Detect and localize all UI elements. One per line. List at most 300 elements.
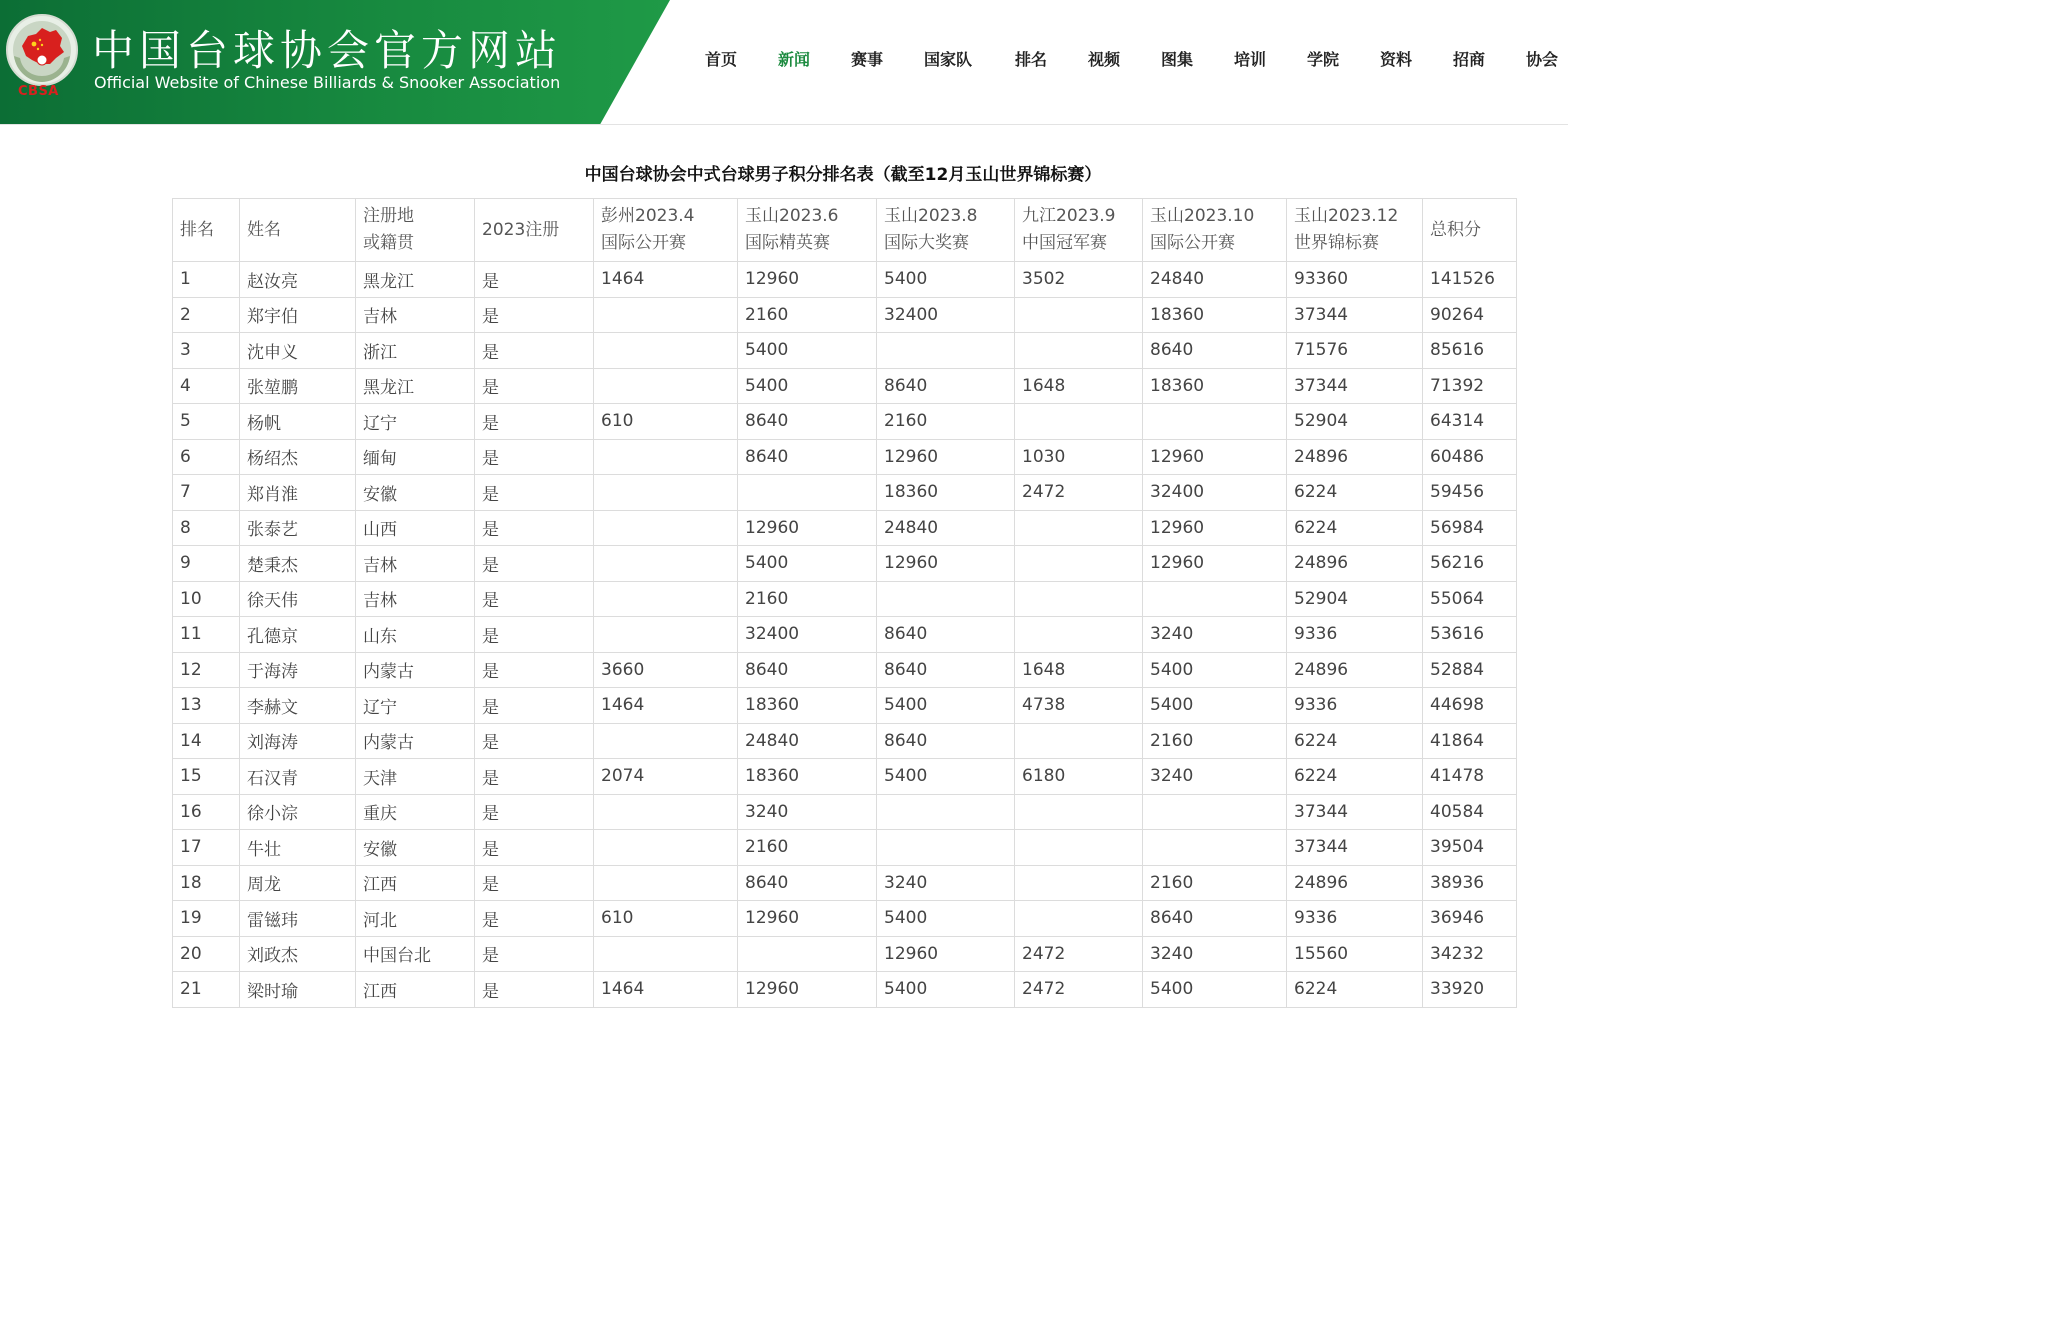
cell-yushan-2023-8: 18360 [877,475,1015,511]
table-row [173,546,1517,582]
column-header-yushan-2023-8 [877,199,1015,262]
cell-name: 杨帆 [240,404,356,440]
cell-yushan-2023-8: 8640 [877,652,1015,688]
column-header-registered-2023 [475,199,594,262]
cell-region: 内蒙古 [356,723,475,759]
cell-region: 吉林 [356,297,475,333]
cell-region: 缅甸 [356,439,475,475]
cell-total-points: 39504 [1423,830,1517,866]
cell-yushan-2023-10: 2160 [1143,723,1287,759]
cell-registered-2023: 是 [475,865,594,901]
cell-registered-2023: 是 [475,333,594,369]
cell-pengzhou-2023-4: 3660 [594,652,738,688]
cell-yushan-2023-10 [1143,794,1287,830]
cell-jiujiang-2023-9 [1015,404,1143,440]
cell-pengzhou-2023-4 [594,936,738,972]
cell-yushan-2023-8 [877,830,1015,866]
cell-region: 河北 [356,901,475,937]
cell-yushan-2023-12: 37344 [1287,830,1423,866]
table-row [173,262,1517,298]
cell-total-points: 55064 [1423,581,1517,617]
cell-yushan-2023-6: 8640 [738,865,877,901]
column-header-text: 国际精英赛 [745,233,830,253]
table-row [173,688,1517,724]
cell-jiujiang-2023-9: 2472 [1015,475,1143,511]
table-row [173,510,1517,546]
cell-yushan-2023-6: 18360 [738,688,877,724]
cell-pengzhou-2023-4: 1464 [594,262,738,298]
cell-pengzhou-2023-4 [594,297,738,333]
cell-yushan-2023-6: 2160 [738,297,877,333]
cell-region: 辽宁 [356,404,475,440]
cell-total-points: 41864 [1423,723,1517,759]
cell-yushan-2023-10: 5400 [1143,972,1287,1008]
cell-yushan-2023-10: 3240 [1143,936,1287,972]
cell-region: 安徽 [356,830,475,866]
cell-rank: 13 [173,688,240,724]
cell-jiujiang-2023-9 [1015,581,1143,617]
table-header-row [173,199,1517,262]
column-header-text: 玉山2023.8 [884,206,978,226]
cell-yushan-2023-8: 5400 [877,262,1015,298]
cell-yushan-2023-10: 8640 [1143,333,1287,369]
cell-pengzhou-2023-4 [594,617,738,653]
cell-yushan-2023-8: 8640 [877,723,1015,759]
cell-jiujiang-2023-9 [1015,333,1143,369]
column-header-text: 国际大奖赛 [884,233,969,253]
nav-item-sponsorship[interactable]: 招商 [1453,50,1486,69]
cell-yushan-2023-6: 12960 [738,972,877,1008]
cell-registered-2023: 是 [475,688,594,724]
cell-registered-2023: 是 [475,581,594,617]
site-subtitle: Official Website of Chinese Billiards & Snooker Association [94,73,561,92]
site-header [0,0,1568,125]
cell-yushan-2023-12: 24896 [1287,865,1423,901]
cell-yushan-2023-8 [877,581,1015,617]
cell-yushan-2023-10: 8640 [1143,901,1287,937]
cell-yushan-2023-6 [738,936,877,972]
cell-jiujiang-2023-9: 2472 [1015,936,1143,972]
column-header-total-points [1423,199,1517,262]
cell-region: 山西 [356,510,475,546]
column-header-rank [173,199,240,262]
cell-yushan-2023-8 [877,333,1015,369]
nav-item-resources[interactable]: 资料 [1380,50,1413,69]
cell-yushan-2023-10: 24840 [1143,262,1287,298]
cell-yushan-2023-10 [1143,581,1287,617]
column-header-pengzhou-2023-4 [594,199,738,262]
cell-jiujiang-2023-9 [1015,901,1143,937]
cell-rank: 8 [173,510,240,546]
cell-yushan-2023-12: 24896 [1287,546,1423,582]
cell-total-points: 64314 [1423,404,1517,440]
cell-region: 吉林 [356,546,475,582]
cell-rank: 19 [173,901,240,937]
cell-yushan-2023-6: 2160 [738,830,877,866]
cell-region: 安徽 [356,475,475,511]
cell-yushan-2023-12: 15560 [1287,936,1423,972]
cell-yushan-2023-10: 12960 [1143,439,1287,475]
nav-item-rankings[interactable]: 排名 [1015,50,1048,69]
cell-yushan-2023-8: 12960 [877,439,1015,475]
cell-yushan-2023-8: 2160 [877,404,1015,440]
column-header-text: 世界锦标赛 [1294,233,1379,253]
table-row [173,794,1517,830]
table-row [173,333,1517,369]
cell-registered-2023: 是 [475,510,594,546]
cell-name: 刘政杰 [240,936,356,972]
cell-registered-2023: 是 [475,652,594,688]
cell-yushan-2023-12: 6224 [1287,759,1423,795]
nav-item-home[interactable]: 首页 [705,50,738,69]
cell-yushan-2023-12: 9336 [1287,901,1423,937]
nav-item-association[interactable]: 协会 [1526,50,1559,69]
cell-pengzhou-2023-4: 610 [594,404,738,440]
cell-rank: 15 [173,759,240,795]
cell-yushan-2023-10: 32400 [1143,475,1287,511]
table-row [173,617,1517,653]
cell-pengzhou-2023-4: 2074 [594,759,738,795]
column-header-region [356,199,475,262]
cell-jiujiang-2023-9: 4738 [1015,688,1143,724]
column-header-text: 总积分 [1430,219,1481,240]
column-header-jiujiang-2023-9 [1015,199,1143,262]
cell-total-points: 56984 [1423,510,1517,546]
cell-pengzhou-2023-4 [594,581,738,617]
column-header-yushan-2023-12 [1287,199,1423,262]
cell-yushan-2023-8: 8640 [877,617,1015,653]
cell-yushan-2023-10: 3240 [1143,759,1287,795]
cell-pengzhou-2023-4: 1464 [594,972,738,1008]
cell-yushan-2023-8: 5400 [877,901,1015,937]
nav-item-training[interactable]: 培训 [1234,50,1267,69]
cell-yushan-2023-12: 52904 [1287,404,1423,440]
cell-rank: 21 [173,972,240,1008]
cell-name: 赵汝亮 [240,262,356,298]
cell-total-points: 33920 [1423,972,1517,1008]
cell-rank: 11 [173,617,240,653]
nav-item-academy[interactable]: 学院 [1307,50,1340,69]
cell-total-points: 52884 [1423,652,1517,688]
cell-registered-2023: 是 [475,794,594,830]
cell-rank: 9 [173,546,240,582]
cell-registered-2023: 是 [475,368,594,404]
cell-rank: 17 [173,830,240,866]
cell-jiujiang-2023-9 [1015,546,1143,582]
column-header-text: 排名 [180,219,214,240]
cell-yushan-2023-12: 24896 [1287,652,1423,688]
cell-total-points: 59456 [1423,475,1517,511]
cell-rank: 7 [173,475,240,511]
cell-name: 张泰艺 [240,510,356,546]
cell-registered-2023: 是 [475,262,594,298]
column-header-text: 九江2023.9 [1022,206,1116,226]
table-header [173,199,1517,262]
column-header-text: 彭州2023.4 [601,206,695,226]
table-row [173,723,1517,759]
cell-name: 张堃鹏 [240,368,356,404]
cell-jiujiang-2023-9 [1015,510,1143,546]
cell-total-points: 71392 [1423,368,1517,404]
cell-jiujiang-2023-9: 1030 [1015,439,1143,475]
cell-yushan-2023-8 [877,794,1015,830]
column-header-text: 玉山2023.12 [1294,206,1399,226]
cell-rank: 10 [173,581,240,617]
column-header-name [240,199,356,262]
cell-registered-2023: 是 [475,759,594,795]
cell-yushan-2023-12: 71576 [1287,333,1423,369]
cell-pengzhou-2023-4 [594,830,738,866]
cell-name: 刘海涛 [240,723,356,759]
cell-region: 重庆 [356,794,475,830]
cell-yushan-2023-12: 93360 [1287,262,1423,298]
column-header-yushan-2023-10 [1143,199,1287,262]
cell-rank: 4 [173,368,240,404]
cell-jiujiang-2023-9: 3502 [1015,262,1143,298]
nav-item-gallery[interactable]: 图集 [1161,50,1194,69]
cell-total-points: 44698 [1423,688,1517,724]
table-body [173,262,1517,1008]
cell-name: 沈申义 [240,333,356,369]
cell-registered-2023: 是 [475,617,594,653]
cell-yushan-2023-8: 8640 [877,368,1015,404]
cell-yushan-2023-10 [1143,830,1287,866]
cell-yushan-2023-10 [1143,404,1287,440]
table-row [173,759,1517,795]
table-row [173,936,1517,972]
cell-yushan-2023-6 [738,475,877,511]
cell-registered-2023: 是 [475,830,594,866]
cell-total-points: 60486 [1423,439,1517,475]
cell-yushan-2023-12: 9336 [1287,688,1423,724]
cell-region: 辽宁 [356,688,475,724]
cell-registered-2023: 是 [475,546,594,582]
cell-name: 孔德京 [240,617,356,653]
cell-yushan-2023-12: 37344 [1287,297,1423,333]
table-row [173,865,1517,901]
cell-name: 徐小淙 [240,794,356,830]
cell-total-points: 90264 [1423,297,1517,333]
cell-yushan-2023-8: 24840 [877,510,1015,546]
cell-yushan-2023-10: 5400 [1143,652,1287,688]
cell-pengzhou-2023-4 [594,510,738,546]
page-title: 中国台球协会中式台球男子积分排名表（截至12月玉山世界锦标赛） [584,165,1102,185]
nav-item-videos[interactable]: 视频 [1088,50,1121,69]
cell-region: 黑龙江 [356,368,475,404]
cell-jiujiang-2023-9: 2472 [1015,972,1143,1008]
cell-name: 徐天伟 [240,581,356,617]
cell-yushan-2023-10: 12960 [1143,510,1287,546]
cell-registered-2023: 是 [475,936,594,972]
cell-yushan-2023-6: 5400 [738,368,877,404]
cell-name: 于海涛 [240,652,356,688]
cell-registered-2023: 是 [475,901,594,937]
table-row [173,652,1517,688]
cell-yushan-2023-6: 32400 [738,617,877,653]
table-row [173,972,1517,1008]
cell-yushan-2023-10: 2160 [1143,865,1287,901]
cell-pengzhou-2023-4: 1464 [594,688,738,724]
cell-rank: 6 [173,439,240,475]
column-header-text: 姓名 [247,219,281,240]
cell-rank: 5 [173,404,240,440]
cell-region: 江西 [356,972,475,1008]
table-row [173,368,1517,404]
cell-region: 黑龙江 [356,262,475,298]
cell-name: 梁时瑜 [240,972,356,1008]
column-header-text: 国际公开赛 [1150,233,1235,253]
nav-item-news[interactable]: 新闻 [778,50,811,69]
cell-yushan-2023-8: 12960 [877,936,1015,972]
cell-jiujiang-2023-9 [1015,794,1143,830]
cell-jiujiang-2023-9 [1015,865,1143,901]
ranking-table [172,198,1517,1008]
cell-yushan-2023-12: 6224 [1287,723,1423,759]
column-header-text: 中国冠军赛 [1022,233,1107,253]
column-header-text: 国际公开赛 [601,233,686,253]
table-row [173,439,1517,475]
cell-yushan-2023-6: 2160 [738,581,877,617]
cell-name: 牛壮 [240,830,356,866]
cell-jiujiang-2023-9: 1648 [1015,652,1143,688]
cell-yushan-2023-10: 3240 [1143,617,1287,653]
cell-yushan-2023-8: 5400 [877,759,1015,795]
cell-pengzhou-2023-4 [594,794,738,830]
cell-total-points: 40584 [1423,794,1517,830]
table-row [173,475,1517,511]
cell-yushan-2023-12: 52904 [1287,581,1423,617]
cell-name: 石汉青 [240,759,356,795]
cell-rank: 20 [173,936,240,972]
cell-jiujiang-2023-9 [1015,830,1143,866]
cell-name: 雷镃玮 [240,901,356,937]
column-header-yushan-2023-6 [738,199,877,262]
cell-yushan-2023-6: 8640 [738,404,877,440]
nav-item-national-team[interactable]: 国家队 [924,50,973,69]
cell-yushan-2023-10: 18360 [1143,297,1287,333]
column-header-text: 或籍贯 [363,233,414,253]
cell-yushan-2023-12: 37344 [1287,368,1423,404]
cell-pengzhou-2023-4 [594,723,738,759]
cell-region: 中国台北 [356,936,475,972]
cell-region: 天津 [356,759,475,795]
cell-rank: 18 [173,865,240,901]
cell-yushan-2023-10: 12960 [1143,546,1287,582]
cell-rank: 14 [173,723,240,759]
cell-yushan-2023-12: 24896 [1287,439,1423,475]
cell-yushan-2023-6: 24840 [738,723,877,759]
cell-jiujiang-2023-9 [1015,617,1143,653]
cell-rank: 12 [173,652,240,688]
cell-name: 周龙 [240,865,356,901]
cell-rank: 3 [173,333,240,369]
column-header-text: 注册地 [363,206,414,226]
cell-yushan-2023-12: 6224 [1287,475,1423,511]
cell-yushan-2023-8: 3240 [877,865,1015,901]
cell-yushan-2023-6: 3240 [738,794,877,830]
cell-yushan-2023-8: 32400 [877,297,1015,333]
site-title[interactable]: 中国台球协会官方网站 [92,26,563,75]
cell-registered-2023: 是 [475,297,594,333]
cell-yushan-2023-8: 5400 [877,688,1015,724]
cell-yushan-2023-6: 8640 [738,439,877,475]
cell-pengzhou-2023-4 [594,865,738,901]
cell-pengzhou-2023-4 [594,439,738,475]
cell-jiujiang-2023-9: 1648 [1015,368,1143,404]
cell-name: 郑肖淮 [240,475,356,511]
cell-total-points: 56216 [1423,546,1517,582]
nav-item-events[interactable]: 赛事 [851,50,884,69]
cell-rank: 2 [173,297,240,333]
cell-rank: 1 [173,262,240,298]
cell-yushan-2023-12: 9336 [1287,617,1423,653]
cell-pengzhou-2023-4 [594,546,738,582]
cell-registered-2023: 是 [475,404,594,440]
cell-yushan-2023-12: 37344 [1287,794,1423,830]
cell-total-points: 34232 [1423,936,1517,972]
cell-jiujiang-2023-9 [1015,297,1143,333]
cell-jiujiang-2023-9: 6180 [1015,759,1143,795]
cell-total-points: 53616 [1423,617,1517,653]
cell-registered-2023: 是 [475,475,594,511]
cell-region: 江西 [356,865,475,901]
cell-pengzhou-2023-4 [594,368,738,404]
cell-total-points: 85616 [1423,333,1517,369]
cell-name: 郑宇伯 [240,297,356,333]
cell-name: 李赫文 [240,688,356,724]
table-row [173,297,1517,333]
column-header-text: 2023注册 [482,219,560,240]
cell-yushan-2023-8: 5400 [877,972,1015,1008]
cell-total-points: 36946 [1423,901,1517,937]
cell-yushan-2023-6: 12960 [738,901,877,937]
cell-yushan-2023-10: 18360 [1143,368,1287,404]
cell-yushan-2023-6: 12960 [738,510,877,546]
cell-yushan-2023-8: 12960 [877,546,1015,582]
cell-region: 山东 [356,617,475,653]
cell-name: 杨绍杰 [240,439,356,475]
cell-region: 吉林 [356,581,475,617]
table-row [173,404,1517,440]
cell-rank: 16 [173,794,240,830]
cell-registered-2023: 是 [475,972,594,1008]
cell-total-points: 41478 [1423,759,1517,795]
column-header-text: 玉山2023.10 [1150,206,1255,226]
cell-region: 内蒙古 [356,652,475,688]
cell-registered-2023: 是 [475,723,594,759]
cell-total-points: 141526 [1423,262,1517,298]
table-row [173,830,1517,866]
cell-region: 浙江 [356,333,475,369]
cell-registered-2023: 是 [475,439,594,475]
logo-text: CBSA [18,84,59,99]
cell-pengzhou-2023-4 [594,333,738,369]
cell-yushan-2023-6: 5400 [738,546,877,582]
cell-yushan-2023-6: 5400 [738,333,877,369]
cell-jiujiang-2023-9 [1015,723,1143,759]
cell-yushan-2023-12: 6224 [1287,972,1423,1008]
cell-pengzhou-2023-4: 610 [594,901,738,937]
cell-yushan-2023-10: 5400 [1143,688,1287,724]
table-row [173,581,1517,617]
cell-pengzhou-2023-4 [594,475,738,511]
cell-yushan-2023-6: 18360 [738,759,877,795]
cell-yushan-2023-6: 12960 [738,262,877,298]
cell-total-points: 38936 [1423,865,1517,901]
cell-yushan-2023-6: 8640 [738,652,877,688]
table-row [173,901,1517,937]
cell-name: 楚秉杰 [240,546,356,582]
